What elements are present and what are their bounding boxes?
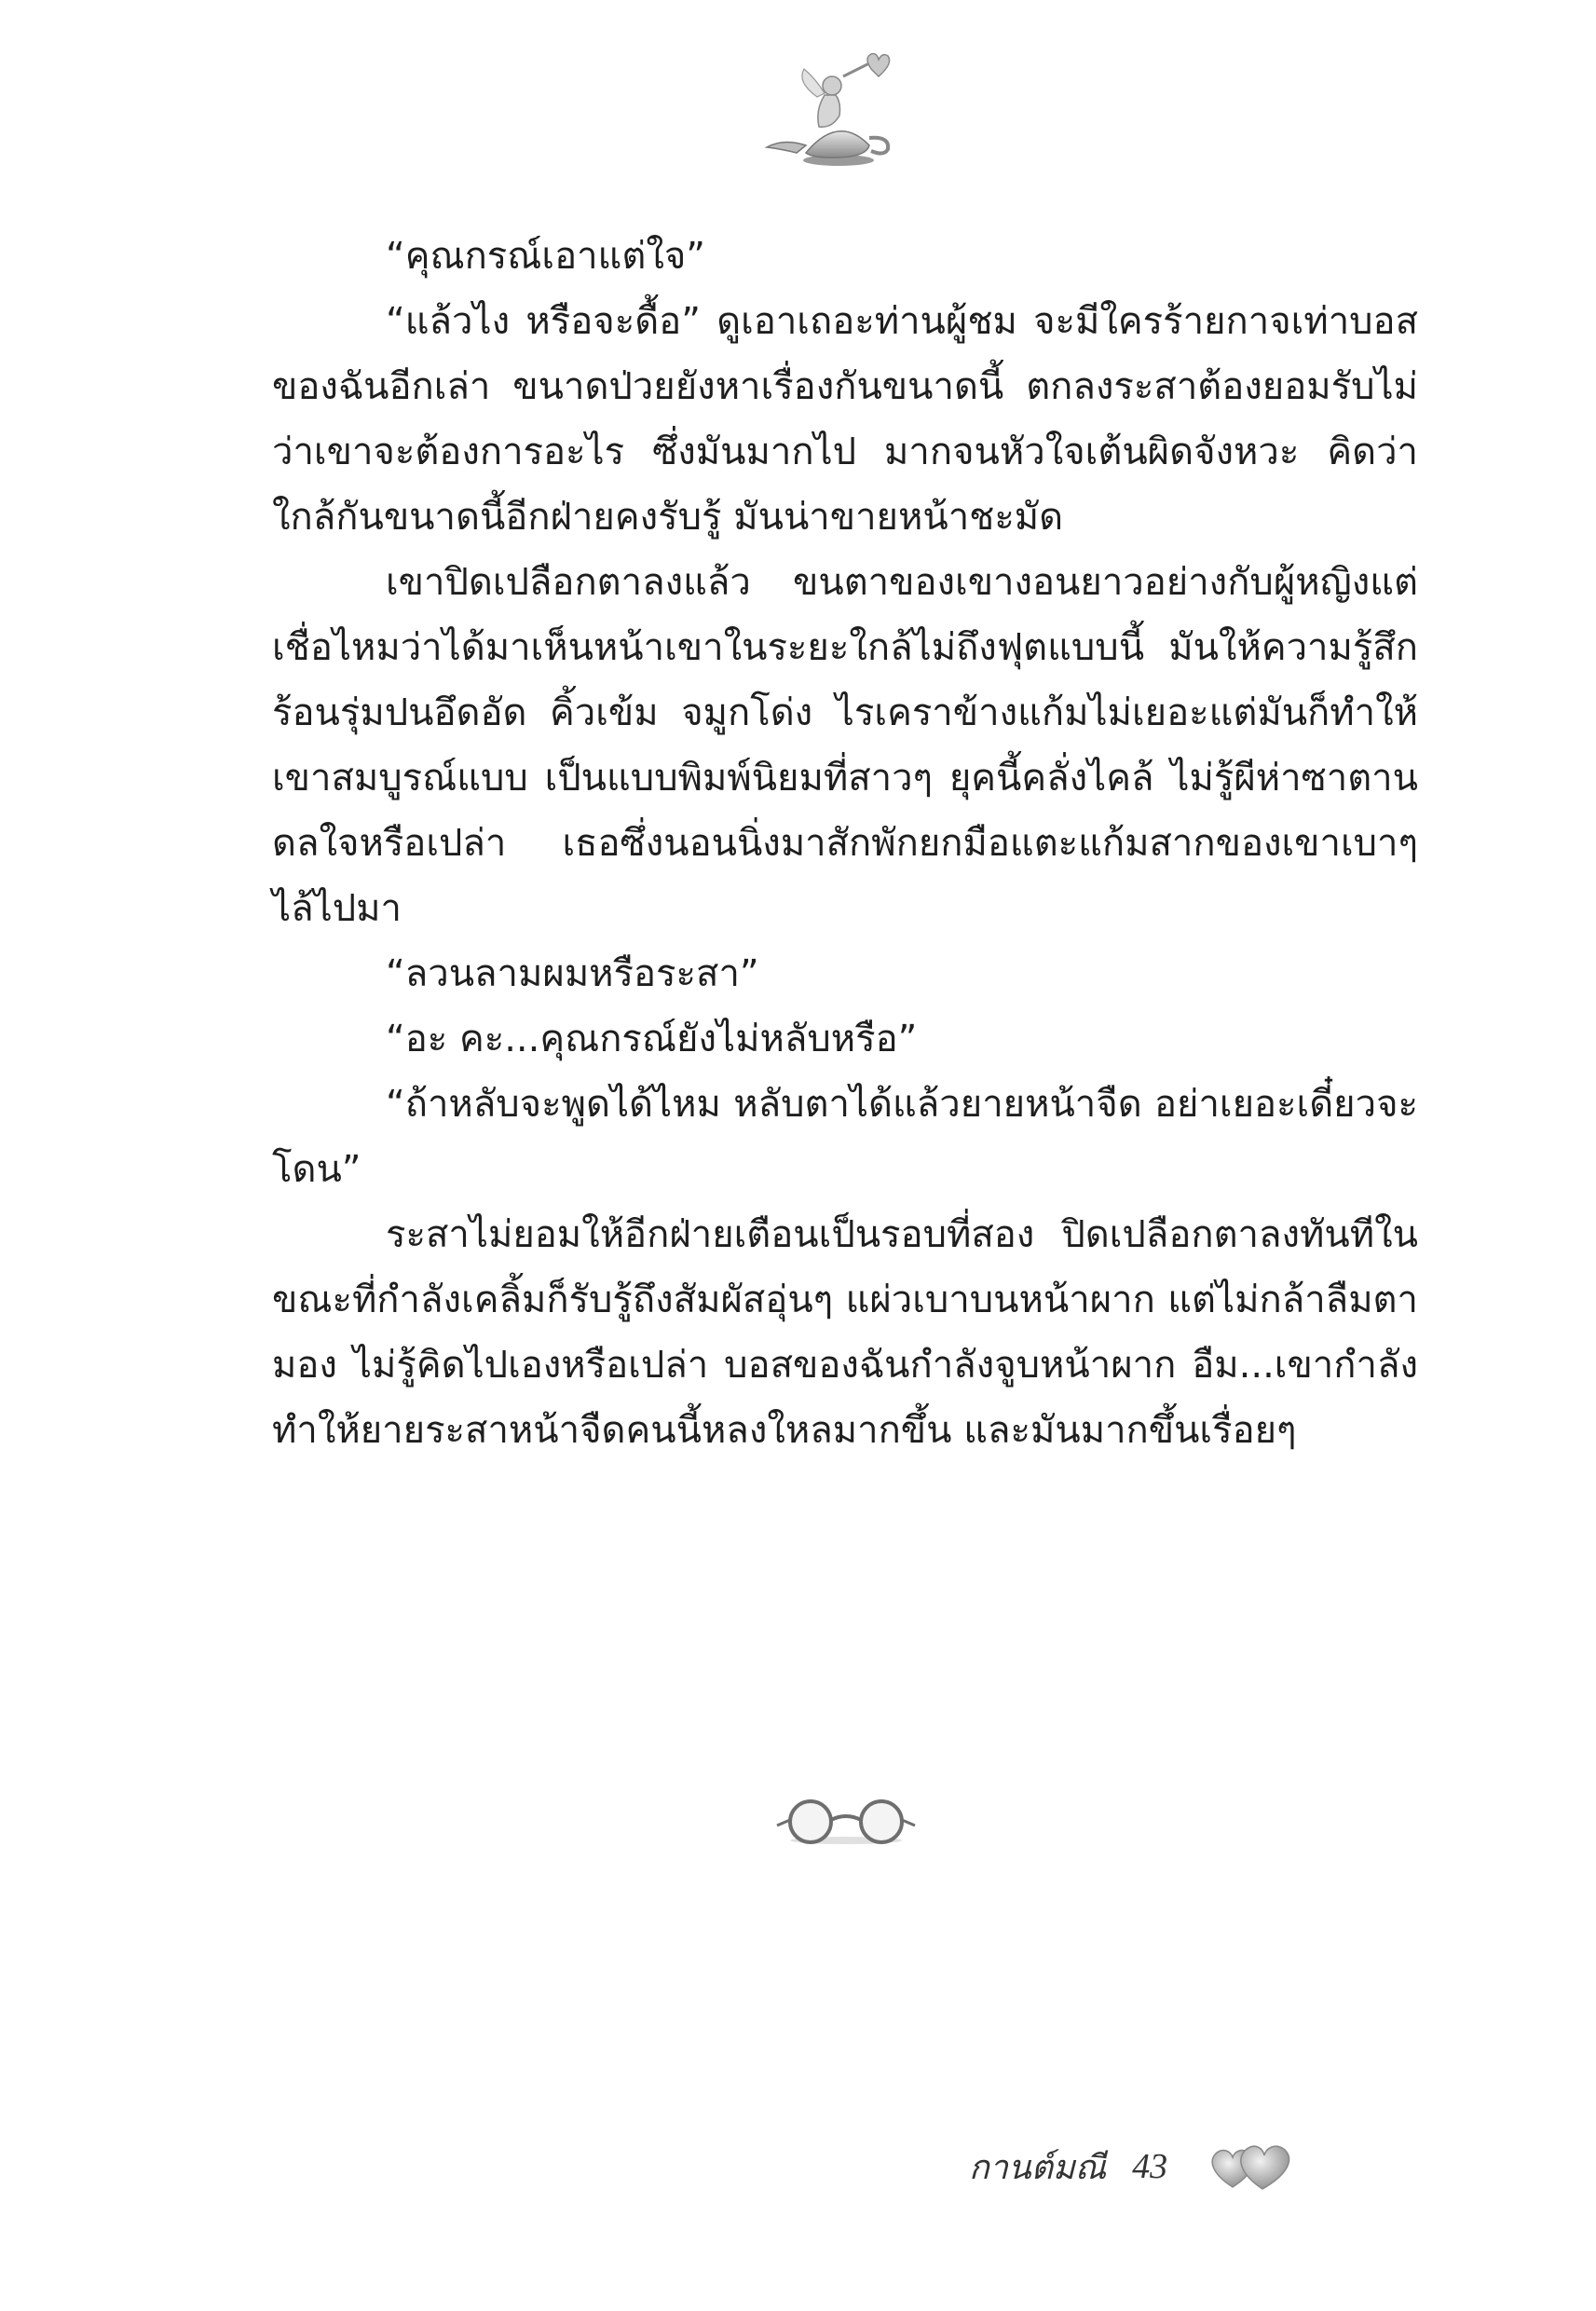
page-number: 43 bbox=[1132, 2147, 1168, 2186]
paragraph: “ลวนลามผมหรือระสา” bbox=[386, 952, 759, 995]
story-text bbox=[272, 224, 1418, 1463]
hearts-icon bbox=[1205, 2139, 1294, 2195]
paragraph: “ถ้าหลับจะพูดได้ไหม หลับตาได้แล้วยายหน้าจืด อย่าเยอะเดี๋ยวจะโดน” bbox=[272, 1083, 1418, 1191]
paragraph: “แล้วไง หรือจะดื้อ” ดูเอาเถอะท่านผู้ชม จะมีใครร้ายกาจเท่าบอสของฉันอีกเล่า ขนาดป่วยยังหาเรื่องกันขนาดนี้ ตกลงระสาต้องยอมรับไม่ว่าเขาจะต้องการอะไร ซึ่งมันมากไป มากจนหัวใจเต้นผิดจังหวะ คิดว่าใกล้กันขนาดนี้อีกฝ่ายคงรับรู้ มันน่าขายหน้าชะมัด bbox=[272, 300, 1418, 539]
paragraph: ระสาไม่ยอมให้อีกฝ่ายเตือนเป็นรอบที่สอง ปิดเปลือกตาลงทันทีในขณะที่กำลังเคลิ้มก็รับรู้ถึงสัมผัสอุ่นๆ แผ่วเบาบนหน้าผาก แต่ไม่กล้าลืมตามอง ไม่รู้คิดไปเองหรือเปล่า บอสของฉันกำลังจูบหน้าผาก อืม...เขากำลังทำให้ยายระสาหน้าจืดคนนี้หลงใหลมากขึ้น และมันมากขึ้นเรื่อยๆ bbox=[272, 1213, 1418, 1452]
paragraph: “คุณกรณ์เอาแต่ใจ” bbox=[386, 235, 706, 278]
book-title: กานต์มณี bbox=[969, 2148, 1107, 2187]
paragraph: “อะ คะ...คุณกรณ์ยังไม่หลับหรือ” bbox=[386, 1018, 918, 1060]
glasses-icon bbox=[771, 1794, 921, 1850]
page-footer bbox=[969, 2134, 1294, 2199]
paragraph: เขาปิดเปลือกตาลงแล้ว ขนตาของเขางอนยาวอย่างกับผู้หญิงแต่เชื่อไหมว่าได้มาเห็นหน้าเขาในระยะใกล้ไม่ถึงฟุตแบบนี้ มันให้ความรู้สึกร้อนรุ่มปนอึดอัด คิ้วเข้ม จมูกโด่ง ไรเคราข้างแก้มไม่เยอะแต่มันก็ทำให้เขาสมบูรณ์แบบ เป็นแบบพิมพ์นิยมที่สาวๆ ยุคนี้คลั่งไคล้ ไม่รู้ผีห่าซาตานดลใจหรือเปล่า เธอซึ่งนอนนิ่งมาสักพักยกมือแตะแก้มสากของเขาเบาๆ ไล้ไปมา bbox=[272, 561, 1418, 930]
cupid-teapot-icon bbox=[759, 48, 908, 170]
